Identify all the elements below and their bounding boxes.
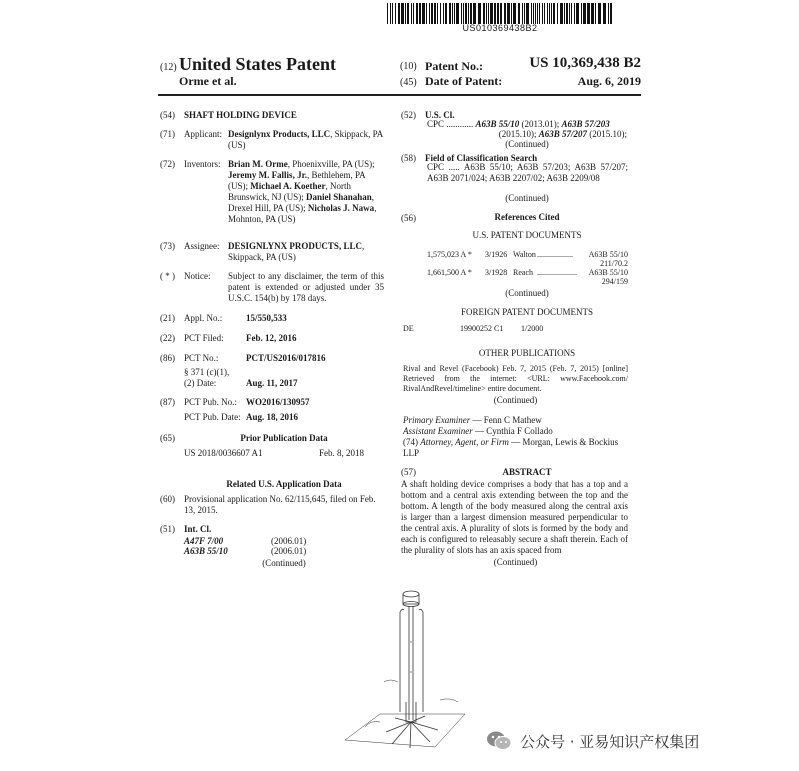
notice-label: Notice:: [184, 271, 211, 281]
fcs-label: Field of Classification Search: [425, 153, 538, 163]
assignee-value: [228, 241, 386, 263]
s371-date-label: (2) Date:: [184, 378, 217, 388]
primary-examiner-name: — Fenn C Mathew: [470, 415, 542, 425]
ref-name: Reach: [513, 268, 533, 277]
pct-pub-label: PCT Pub. No.:: [184, 397, 237, 407]
pct-filed-value: Feb. 12, 2016: [246, 333, 297, 343]
appl-no-label: Appl. No.:: [184, 313, 223, 323]
patent-date: Aug. 6, 2019: [577, 74, 641, 88]
int-cl-year: (2006.01): [271, 536, 307, 546]
wechat-icon: [486, 730, 512, 752]
assignee-name: DESIGNLYNX PRODUCTS, LLC: [228, 241, 362, 251]
continued-note: (Continued): [505, 139, 549, 149]
applicant-label: Applicant:: [184, 129, 222, 139]
s371-date-value: Aug. 11, 2017: [246, 378, 298, 388]
s371-label: § 371 (c)(1),: [184, 367, 230, 377]
pct-pub-value: WO2016/130957: [246, 397, 310, 407]
inventors-list: [228, 159, 384, 225]
ref-date: 3/1928: [485, 268, 508, 277]
cpc-year: (2013.01);: [519, 119, 562, 129]
notice-marker: ( * ): [160, 271, 175, 281]
device-drawing: [340, 582, 470, 752]
foreign-heading: FOREIGN PATENT DOCUMENTS: [460, 307, 594, 317]
assignee-label: Assignee:: [184, 241, 220, 251]
inid-71: (71): [160, 129, 175, 139]
foreign-number: 19900252 C1: [460, 324, 504, 333]
watermark-text: 公众号 · 亚易知识产权集团: [520, 733, 700, 751]
continued-note: (Continued): [505, 288, 549, 298]
ref-date: 3/1926: [485, 250, 508, 259]
primary-examiner-label: Primary Examiner: [403, 415, 471, 425]
inventor-location: , North Brunswick, NJ (US);: [228, 181, 351, 202]
ref-class: 294/159: [601, 277, 628, 286]
int-cl-code: A63B 55/10: [184, 546, 228, 556]
cpc-class: A63B 57/207: [538, 129, 587, 139]
inventors-label: Inventors:: [184, 159, 221, 169]
inventor-location: , Bethlehem, PA (US);: [228, 170, 366, 191]
inid-60: (60): [160, 494, 175, 504]
cpc-label: CPC: [427, 119, 445, 129]
ref-class: 211/70.2: [600, 259, 628, 268]
doc-author: Orme et al.: [179, 74, 237, 88]
inid-74: (74): [403, 437, 418, 447]
us-cl-label: U.S. Cl.: [425, 110, 455, 120]
us-docs-heading: U.S. PATENT DOCUMENTS: [472, 230, 582, 240]
inid-21: (21): [160, 313, 175, 323]
applicant-location: , Skippack, PA (US): [228, 129, 383, 150]
pct-no-value: PCT/US2016/017816: [246, 353, 326, 363]
date-label: Date of Patent:: [425, 74, 503, 88]
int-cl-code: A47F 7/00: [184, 536, 224, 546]
cpc-year: (2015.10);: [587, 129, 627, 139]
ref-dots: ..................: [537, 250, 573, 259]
inventor-name: Michael A. Koether: [250, 181, 326, 191]
assignee-location: , Skippack, PA (US): [228, 241, 365, 262]
ref-number: 1,575,023 A *: [427, 250, 472, 259]
abstract-text: A shaft holding device comprises a body that has a top and a bottom and a central axis extending between the top and the bottom. A length of the body measured along the central axis is larger than a largest dimension measured perpendicular to the central axis. A plurality of slots is formed by the body and each is configured to releasably secure a shaft therein. Each of the plurality of slots has an axis spaced from: [401, 479, 628, 555]
notice-text: Subject to any disclaimer, the term of this patent is extended or adjusted under 35 U.S.C. 154(b) by 178 days.: [228, 271, 384, 303]
doc-title: United States Patent: [179, 54, 336, 74]
inventor-location: , Mohnton, PA (US): [228, 203, 377, 224]
continued-note: (Continued): [505, 193, 549, 203]
inid-87: (87): [160, 397, 175, 407]
inid-52: (52): [401, 110, 416, 120]
inid-65: (65): [160, 433, 175, 443]
invention-title: SHAFT HOLDING DEVICE: [184, 110, 297, 120]
continued-note: (Continued): [262, 558, 306, 568]
inid-22: (22): [160, 333, 175, 343]
inventor-location: , Phoenixville, PA (US);: [287, 159, 375, 169]
inid-45: (45): [400, 77, 417, 88]
inventor-name: Jeremy M. Fallis, Jr.: [228, 170, 307, 180]
pct-no-label: PCT No.:: [184, 353, 219, 363]
abstract-heading: ABSTRACT: [502, 467, 552, 477]
assistant-examiner-name: — Cynthia F Collado: [472, 426, 553, 436]
cpc-dots: ............: [446, 119, 474, 129]
ref-number: 1,661,500 A *: [427, 268, 472, 277]
inid-73: (73): [160, 241, 175, 251]
provisional-text: Provisional application No. 62/115,645, filed on Feb. 13, 2015.: [184, 494, 376, 515]
inid-54: (54): [160, 110, 175, 120]
header-rule: [158, 94, 641, 96]
inid-86: (86): [160, 353, 175, 363]
inid-56: (56): [401, 213, 416, 223]
fcs-text: CPC ..... A63B 55/10; A63B 57/203; A63B 57/207; A63B 2071/024; A63B 2207/02; A63B 2209/08: [427, 162, 628, 183]
attorney-name: — Morgan, Lewis & Bockius LLP: [403, 437, 619, 458]
appl-no-value: 15/550,533: [246, 313, 287, 323]
inventor-name: Nicholas J. Nawa: [307, 203, 375, 213]
wechat-watermark: [486, 728, 786, 754]
inid-10: (10): [400, 61, 417, 72]
ref-name: Walton: [513, 250, 536, 259]
patent-id-text: US010369438B2: [462, 23, 538, 33]
continued-note: (Continued): [493, 395, 538, 405]
prior-pub-date: Feb. 8, 2018: [319, 448, 364, 458]
pct-pub-date-value: Aug. 18, 2016: [246, 412, 299, 422]
prior-pub-heading: Prior Publication Data: [240, 433, 328, 443]
attorney-label: Attorney, Agent, or Firm: [420, 437, 509, 447]
assistant-examiner: [403, 426, 553, 437]
cpc-year: (2015.10);: [498, 129, 539, 139]
cpc-class: A63B 57/203: [561, 119, 610, 129]
int-cl-label: Int. Cl.: [184, 524, 212, 534]
pct-filed-label: PCT Filed:: [184, 333, 224, 343]
inventor-location: , Drexel Hill, PA (US);: [228, 192, 375, 213]
related-app-heading: Related U.S. Application Data: [226, 479, 342, 489]
ref-class: A63B 55/10: [588, 250, 628, 259]
patent-no-label: Patent No.:: [425, 59, 483, 73]
foreign-date: 1/2000: [521, 324, 544, 333]
refs-heading: References Cited: [494, 212, 560, 222]
applicant-value: [228, 129, 386, 151]
attorney: [403, 437, 628, 459]
patent-no: US 10,369,438 B2: [529, 55, 641, 71]
continued-note: (Continued): [493, 557, 538, 567]
inventor-name: Brian M. Orme: [228, 159, 288, 169]
inid-72: (72): [160, 159, 175, 169]
ref-class: A63B 55/10: [588, 268, 628, 277]
int-cl-year: (2006.01): [271, 546, 307, 556]
inid-58: (58): [401, 153, 416, 163]
ref-dots: ....................: [537, 268, 577, 277]
barcode: [387, 3, 613, 24]
inventor-name: Daniel Shanahan: [306, 192, 372, 202]
inid-12: (12): [160, 62, 177, 73]
prior-pub-number: US 2018/0036607 A1: [184, 448, 263, 458]
cpc-class: A63B 55/10: [475, 119, 520, 129]
inid-51: (51): [160, 524, 175, 534]
pct-pub-date-label: PCT Pub. Date:: [184, 412, 241, 422]
foreign-country: DE: [403, 324, 414, 333]
primary-examiner: [403, 415, 542, 426]
other-pub-heading: OTHER PUBLICATIONS: [478, 348, 576, 358]
assistant-examiner-label: Assistant Examiner: [403, 426, 473, 436]
inid-57: (57): [401, 467, 416, 477]
other-pub-text: Rival and Revel (Facebook) Feb. 7, 2015 (Feb. 7, 2015) [online] Retrieved from the internet: <URL: www.Facebook.com/ RivalAndRevel/timeline> entire document.: [403, 364, 628, 393]
applicant-name: Designlynx Products, LLC: [228, 129, 331, 139]
